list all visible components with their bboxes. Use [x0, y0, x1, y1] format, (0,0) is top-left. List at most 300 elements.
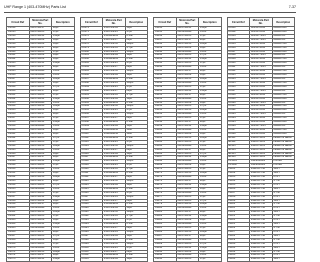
cell-description: 4.7pF	[125, 93, 148, 97]
cell-description: 150pF	[52, 62, 75, 66]
cell-circuit-ref: D1121	[227, 105, 250, 109]
cell-description: 10pF	[199, 101, 222, 105]
table-row	[154, 258, 222, 262]
cell-description: 0.1uF	[52, 207, 75, 211]
cell-description: 10uF	[125, 128, 148, 132]
cell-description: 27nH	[272, 219, 295, 223]
cell-description: 150pF	[199, 156, 222, 160]
cell-circuit-ref: C1069	[7, 242, 30, 246]
cell-part-number: 2113743L41	[176, 246, 199, 250]
cell-part-number: 2113945B02	[176, 81, 199, 85]
cell-description: 10pF	[125, 152, 148, 156]
cell-part-number: 2113743L05	[29, 234, 52, 238]
cell-circuit-ref: D1128	[227, 132, 250, 136]
cell-part-number: 2113945B02	[103, 172, 126, 176]
cell-part-number: 2113743L33	[29, 250, 52, 254]
cell-description: 18nH	[272, 187, 295, 191]
cell-circuit-ref: D1104	[227, 38, 250, 42]
cell-part-number: 4813974A13	[250, 117, 273, 121]
cell-circuit-ref: C1187	[154, 234, 177, 238]
cell-part-number: 2113743L33	[176, 203, 199, 207]
cell-circuit-ref: C1111	[80, 172, 103, 176]
cell-description: MMBD7000	[272, 105, 295, 109]
cell-description: 22pF	[125, 250, 148, 254]
cell-part-number: 4813977M15	[250, 101, 273, 105]
cell-circuit-ref: C1043	[7, 140, 30, 144]
cell-circuit-ref: C1164	[154, 144, 177, 148]
cell-circuit-ref: C1160	[154, 128, 177, 132]
cell-circuit-ref: C1189	[154, 242, 177, 246]
cell-circuit-ref: C1148	[154, 81, 177, 85]
cell-circuit-ref: C1100	[80, 128, 103, 132]
cell-circuit-ref: C1079	[80, 46, 103, 50]
cell-description: 10pF	[199, 219, 222, 223]
cell-circuit-ref: D1118	[227, 93, 250, 97]
cell-part-number: 2113945B02	[176, 238, 199, 242]
cell-part-number: 2113743L25	[29, 215, 52, 219]
cell-part-number: 2113743L17	[176, 121, 199, 125]
column-header-description: Description	[272, 18, 295, 27]
cell-description: 0.1uF	[52, 70, 75, 74]
cell-description: 27nH	[272, 230, 295, 234]
cell-part-number: 2113743L33	[103, 42, 126, 46]
cell-circuit-ref: C1088	[80, 81, 103, 85]
cell-circuit-ref: C1036	[7, 113, 30, 117]
cell-circuit-ref: D1119	[227, 97, 250, 101]
cell-part-number: 2113743L17	[29, 66, 52, 70]
cell-circuit-ref: L1101	[227, 168, 250, 172]
cell-part-number: 2113743L41	[29, 121, 52, 125]
cell-description: 0.1uF	[52, 125, 75, 129]
cell-circuit-ref: D1120	[227, 101, 250, 105]
cell-part-number: 2113743L09	[29, 172, 52, 176]
cell-part-number: 2113945B02	[176, 66, 199, 70]
cell-part-number: 2113743L17	[29, 254, 52, 258]
cell-circuit-ref: C1065	[7, 227, 30, 231]
cell-description: MMBD6100	[272, 27, 295, 31]
cell-description: MMBD353	[272, 77, 295, 81]
cell-circuit-ref: E1102	[227, 140, 250, 144]
cell-circuit-ref: C1105	[80, 148, 103, 152]
cell-part-number: 4813978A11	[250, 132, 273, 136]
cell-description: 47pF	[199, 195, 222, 199]
cell-part-number: 4813977M15	[250, 89, 273, 93]
cell-description: 100pF	[52, 176, 75, 180]
cell-circuit-ref: C1097	[80, 117, 103, 121]
cell-part-number: 2113743L25	[29, 242, 52, 246]
cell-circuit-ref: C1084	[80, 66, 103, 70]
cell-description: 150pF	[199, 58, 222, 62]
cell-circuit-ref: C1026	[7, 74, 30, 78]
cell-circuit-ref: C1178	[154, 199, 177, 203]
cell-description: 4.7pF	[52, 136, 75, 140]
cell-description: 100pF	[199, 230, 222, 234]
cell-description: 22pF	[52, 254, 75, 258]
cell-part-number: 2113743L41	[103, 160, 126, 164]
cell-description: 0.1uF	[125, 136, 148, 140]
cell-description: 10uF	[125, 132, 148, 136]
cell-part-number: 2113743L41	[29, 258, 52, 262]
cell-part-number: 2113743L25	[29, 164, 52, 168]
cell-part-number: 2113743L17	[176, 211, 199, 215]
cell-description: 150pF	[125, 50, 148, 54]
cell-description: 150pF	[52, 160, 75, 164]
cell-description: 0.1uF	[199, 238, 222, 242]
cell-circuit-ref: C1179	[154, 203, 177, 207]
cell-part-number: 2113945B02	[176, 191, 199, 195]
cell-part-number: 2113743L33	[29, 144, 52, 148]
cell-part-number: 2113743L33	[176, 77, 199, 81]
table-header-row	[227, 18, 295, 27]
cell-part-number: 4813974A13	[250, 46, 273, 50]
cell-circuit-ref: C1046	[7, 152, 30, 156]
cell-circuit-ref: E1104	[227, 148, 250, 152]
cell-part-number: 2113743L17	[176, 70, 199, 74]
cell-description: 100pF	[52, 144, 75, 148]
cell-part-number: 2113743L09	[103, 258, 126, 262]
cell-part-number: 2113743L05	[103, 168, 126, 172]
cell-description: 0.1uF	[52, 187, 75, 191]
cell-part-number: 2113743L09	[103, 54, 126, 58]
cell-description: 150pF	[52, 121, 75, 125]
cell-circuit-ref: C1158	[154, 121, 177, 125]
cell-part-number: 2462587T38	[250, 172, 273, 176]
cell-description: 47pF	[199, 227, 222, 231]
cell-description: 47pF	[199, 140, 222, 144]
cell-circuit-ref: C1104	[80, 144, 103, 148]
cell-description: 100pF	[199, 136, 222, 140]
cell-circuit-ref: C1014	[7, 27, 30, 31]
cell-description: 100pF	[125, 144, 148, 148]
cell-circuit-ref: C1167	[154, 156, 177, 160]
cell-description: 47pF	[199, 258, 222, 262]
cell-part-number: 4813974A13	[250, 42, 273, 46]
cell-part-number: 2113743L25	[29, 117, 52, 121]
cell-part-number: 2462587T38	[250, 258, 273, 262]
cell-part-number: 2113743L09	[29, 42, 52, 46]
cell-description: 22pF	[52, 113, 75, 117]
cell-circuit-ref: C1162	[154, 136, 177, 140]
cell-description: FERRITE BEAD	[272, 148, 295, 152]
cell-part-number: 2113743L25	[176, 195, 199, 199]
cell-description: 4.7pF	[199, 105, 222, 109]
cell-part-number: 2113945B02	[29, 227, 52, 231]
cell-description: 4.7pF	[52, 85, 75, 89]
cell-description: 100pF	[125, 179, 148, 183]
cell-part-number: 2113945B02	[29, 246, 52, 250]
cell-part-number: 2113743L41	[176, 125, 199, 129]
parts-tables	[6, 17, 295, 261]
cell-part-number: 9185802A01	[250, 160, 273, 164]
cell-circuit-ref: C1021	[7, 54, 30, 58]
cell-description: 22pF	[199, 211, 222, 215]
column-header-description: Description	[199, 18, 222, 27]
cell-circuit-ref: C1086	[80, 74, 103, 78]
cell-circuit-ref: C1080	[80, 50, 103, 54]
cell-description: 22pF	[125, 38, 148, 42]
cell-description: 150pF	[199, 215, 222, 219]
cell-part-number: 2113743L25	[103, 219, 126, 223]
header-rule	[4, 12, 296, 13]
cell-part-number: 2113743L05	[176, 105, 199, 109]
cell-circuit-ref: C1175	[154, 187, 177, 191]
cell-description: 47pF	[52, 215, 75, 219]
table-row	[7, 258, 75, 262]
cell-circuit-ref: C1072	[7, 254, 30, 258]
cell-description: 0.1uF	[125, 121, 148, 125]
cell-circuit-ref: C1176	[154, 191, 177, 195]
cell-circuit-ref: C1114	[80, 183, 103, 187]
cell-circuit-ref: C1073	[7, 258, 30, 262]
cell-part-number: 2113743L17	[176, 148, 199, 152]
cell-part-number: 4813978A11	[250, 109, 273, 113]
cell-circuit-ref: L1104	[227, 179, 250, 183]
cell-part-number: 2113743L25	[176, 117, 199, 121]
cell-circuit-ref: C1121	[80, 211, 103, 215]
cell-part-number: 2113743L09	[29, 238, 52, 242]
cell-part-number: 2462587T40	[250, 230, 273, 234]
cell-description: FERRITE BEAD	[272, 152, 295, 156]
cell-part-number: 2113743L09	[29, 81, 52, 85]
cell-circuit-ref: C1163	[154, 140, 177, 144]
cell-circuit-ref: L1113	[227, 215, 250, 219]
cell-circuit-ref: C1015	[7, 30, 30, 34]
cell-description: 0.1uF	[125, 77, 148, 81]
cell-circuit-ref: C1161	[154, 132, 177, 136]
cell-description: 22pF	[125, 199, 148, 203]
cell-circuit-ref: C1136	[154, 34, 177, 38]
cell-description: 18nH	[272, 168, 295, 172]
cell-description: 47pF	[125, 30, 148, 34]
cell-description: 47pF	[199, 85, 222, 89]
cell-description: 27nH	[272, 195, 295, 199]
cell-description: 10pF	[125, 207, 148, 211]
cell-description: 47pF	[125, 219, 148, 223]
cell-part-number: 2462587T38	[250, 199, 273, 203]
cell-circuit-ref: C1159	[154, 125, 177, 129]
cell-circuit-ref: C1141	[154, 54, 177, 58]
cell-part-number: 2113743L17	[29, 132, 52, 136]
cell-circuit-ref: C1180	[154, 207, 177, 211]
cell-part-number: 2113743L09	[29, 128, 52, 132]
cell-circuit-ref: C1173	[154, 179, 177, 183]
cell-part-number: 2113945B02	[29, 148, 52, 152]
cell-part-number: 4813977M15	[250, 34, 273, 38]
cell-description: 10pF	[52, 54, 75, 58]
cell-description: 0.1uF	[125, 187, 148, 191]
cell-description: MMBD353	[272, 66, 295, 70]
cell-circuit-ref: C1037	[7, 117, 30, 121]
cell-description: 150pF	[52, 223, 75, 227]
cell-description: MMBD353	[272, 34, 295, 38]
cell-description: FERRITE BEAD	[272, 144, 295, 148]
cell-description: FILTER	[272, 160, 295, 164]
cell-description: 22pF	[52, 203, 75, 207]
cell-circuit-ref: D1101	[227, 27, 250, 31]
cell-circuit-ref: C1032	[7, 97, 30, 101]
table-row	[80, 258, 148, 262]
cell-description: 150pF	[199, 183, 222, 187]
cell-circuit-ref: C1130	[80, 246, 103, 250]
cell-part-number: 2480574F01	[250, 140, 273, 144]
cell-part-number: 2113743L17	[103, 89, 126, 93]
cell-part-number: 4813977M15	[250, 38, 273, 42]
cell-circuit-ref: C1108	[80, 160, 103, 164]
cell-circuit-ref: C1096	[80, 113, 103, 117]
cell-description: 0.1uF	[199, 50, 222, 54]
cell-part-number: 2462587T38	[250, 187, 273, 191]
cell-circuit-ref: D1107	[227, 50, 250, 54]
cell-circuit-ref: C1038	[7, 121, 30, 125]
cell-part-number: 2113743L41	[103, 50, 126, 54]
cell-part-number: 2113743L25	[176, 258, 199, 262]
cell-circuit-ref: C1053	[7, 179, 30, 183]
cell-part-number: 2480574F01	[250, 156, 273, 160]
cell-description: 100pF	[199, 77, 222, 81]
cell-part-number: 2113743L09	[103, 207, 126, 211]
cell-description: MMBD6100	[272, 132, 295, 136]
cell-description: 47pF	[125, 140, 148, 144]
cell-part-number: 2113945B02	[29, 168, 52, 172]
cell-part-number: 2113743L17	[103, 227, 126, 231]
running-header	[4, 4, 296, 11]
cell-part-number: 2113743L41	[176, 58, 199, 62]
cell-part-number: 2113743L09	[103, 27, 126, 31]
cell-description: 150pF	[52, 34, 75, 38]
cell-part-number: 2113743L05	[176, 152, 199, 156]
cell-part-number: 2113743L41	[29, 195, 52, 199]
cell-circuit-ref: D1111	[227, 66, 250, 70]
cell-description: 22pF	[52, 132, 75, 136]
cell-circuit-ref: C1122	[80, 215, 103, 219]
cell-circuit-ref: C1119	[80, 203, 103, 207]
cell-part-number: 2113743L25	[29, 30, 52, 34]
cell-part-number: 2113945B02	[29, 125, 52, 129]
cell-circuit-ref: L1121	[227, 246, 250, 250]
cell-circuit-ref: C1016	[7, 34, 30, 38]
cell-circuit-ref: C1157	[154, 117, 177, 121]
cell-description: 100pF	[125, 42, 148, 46]
cell-description: 10pF	[125, 97, 148, 101]
cell-circuit-ref: E1106	[227, 156, 250, 160]
cell-description: 10pF	[52, 58, 75, 62]
cell-description: 10pF	[125, 27, 148, 31]
cell-circuit-ref: L1119	[227, 238, 250, 242]
cell-part-number: 2113743L17	[176, 93, 199, 97]
cell-description: 0.1uF	[199, 30, 222, 34]
cell-part-number: 2480574F01	[250, 144, 273, 148]
cell-circuit-ref: D1117	[227, 89, 250, 93]
cell-description: 10pF	[199, 132, 222, 136]
cell-description: 10pF	[199, 250, 222, 254]
cell-part-number: 2462587T38	[250, 223, 273, 227]
cell-circuit-ref: C1147	[154, 77, 177, 81]
page-number: 7-37	[288, 5, 296, 9]
cell-part-number: 2113743L25	[103, 191, 126, 195]
cell-description: 10pF	[52, 238, 75, 242]
cell-circuit-ref: L1124	[227, 258, 250, 262]
cell-circuit-ref: C1091	[80, 93, 103, 97]
cell-description: 27nH	[272, 242, 295, 246]
cell-circuit-ref: C1103	[80, 140, 103, 144]
cell-part-number: 2113743L25	[103, 30, 126, 34]
cell-description: MMBD6100	[272, 109, 295, 113]
cell-description: 10pF	[125, 74, 148, 78]
cell-description: 0.1uF	[125, 156, 148, 160]
parts-table	[153, 17, 222, 262]
cell-part-number: 2113743L25	[29, 50, 52, 54]
cell-description: 0.1uF	[125, 238, 148, 242]
cell-circuit-ref: C1060	[7, 207, 30, 211]
cell-part-number: 2113743L33	[176, 136, 199, 140]
cell-part-number: 2113945B02	[103, 121, 126, 125]
cell-description: 27nH	[272, 176, 295, 180]
cell-description: 10pF	[52, 42, 75, 46]
cell-part-number: 2113743L05	[29, 85, 52, 89]
cell-circuit-ref: C1074	[80, 27, 103, 31]
cell-description: MMBD6100	[272, 121, 295, 125]
cell-part-number: 2113743L41	[176, 89, 199, 93]
cell-circuit-ref: D1124	[227, 117, 250, 121]
cell-circuit-ref: C1106	[80, 152, 103, 156]
parts-table-4	[227, 17, 296, 261]
cell-part-number: 2462587T30	[250, 238, 273, 242]
cell-part-number: 2113743L17	[176, 179, 199, 183]
cell-circuit-ref: C1028	[7, 81, 30, 85]
cell-circuit-ref: C1168	[154, 160, 177, 164]
cell-part-number: 4813974A13	[250, 93, 273, 97]
cell-description: 22pF	[199, 93, 222, 97]
cell-description: 100pF	[125, 105, 148, 109]
cell-circuit-ref: C1102	[80, 136, 103, 140]
column-header-description: Description	[52, 18, 75, 27]
cell-part-number: 2113743L17	[176, 38, 199, 42]
cell-part-number: 2113743L09	[176, 187, 199, 191]
cell-circuit-ref: C1135	[154, 30, 177, 34]
cell-part-number: 2113743L09	[29, 38, 52, 42]
cell-part-number: 2113743L33	[103, 105, 126, 109]
cell-circuit-ref: C1101	[80, 132, 103, 136]
cell-description: 18nH	[272, 246, 295, 250]
cell-part-number: 4813978A11	[250, 30, 273, 34]
cell-part-number: 2311049A56	[103, 128, 126, 132]
cell-part-number: 2113743L25	[176, 62, 199, 66]
cell-description: 0.1uF	[52, 148, 75, 152]
table-header-row	[154, 18, 222, 27]
cell-circuit-ref: L1103	[227, 176, 250, 180]
cell-part-number: 2113743L09	[29, 54, 52, 58]
cell-description: 47pF	[52, 50, 75, 54]
cell-part-number: 2113743L25	[176, 140, 199, 144]
cell-part-number: 2113743L17	[103, 148, 126, 152]
cell-description: 10pF	[199, 46, 222, 50]
cell-description: MMBD6100	[272, 50, 295, 54]
parts-table	[227, 17, 296, 262]
cell-circuit-ref: C1116	[80, 191, 103, 195]
cell-description: 47pF	[125, 109, 148, 113]
cell-part-number: 2113743L33	[103, 144, 126, 148]
cell-part-number: 2113743L09	[29, 199, 52, 203]
cell-circuit-ref: C1099	[80, 125, 103, 129]
cell-circuit-ref: C1110	[80, 168, 103, 172]
cell-part-number: 4813977M15	[250, 66, 273, 70]
cell-circuit-ref: C1190	[154, 246, 177, 250]
cell-description: 4.7pF	[125, 215, 148, 219]
cell-part-number: 2113743L33	[29, 77, 52, 81]
cell-circuit-ref: E1101	[227, 136, 250, 140]
cell-description: MMBD353	[272, 113, 295, 117]
column-header-description: Description	[125, 18, 148, 27]
